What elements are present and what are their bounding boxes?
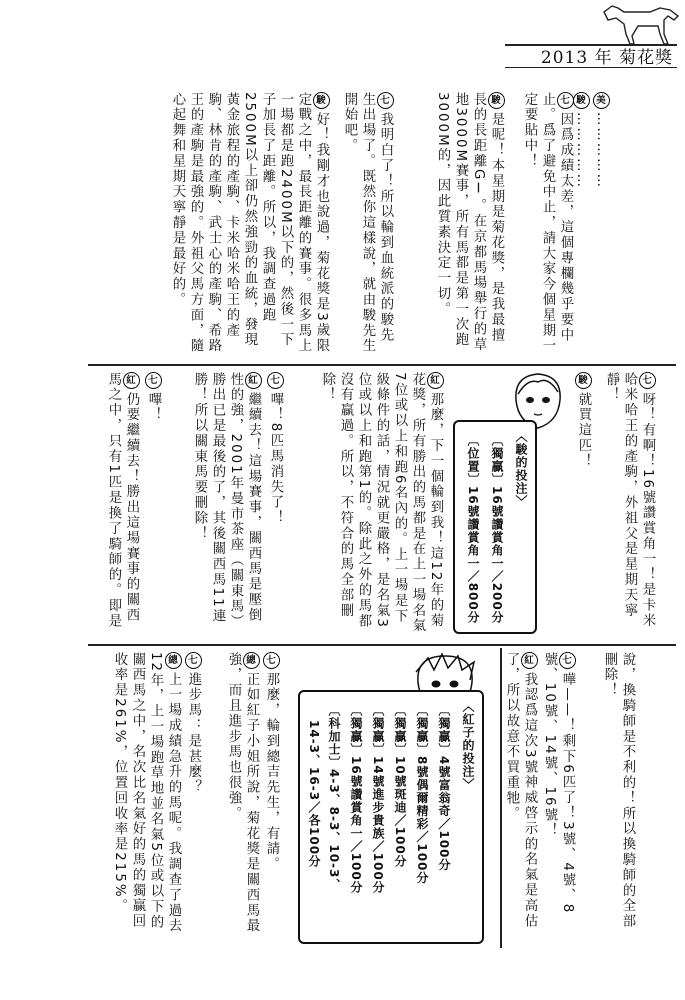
bet-line: 〔獨贏〕14號進步貴族／100分 — [371, 704, 385, 894]
section1-line: 駿是呢！本星期是菊花獎，是我最擅長的長距離GⅠ。在京都馬場舉行的草地3000M賽事，所有馬都是第一次跑3000M的，因此質素決定一切。 — [435, 92, 504, 353]
speaker-badge: 總 — [243, 652, 260, 669]
speaker-badge: 七 — [145, 372, 162, 389]
page-header — [505, 44, 677, 68]
speaker-badge: 七 — [639, 372, 656, 389]
bet-line: 14-3、16-3／各100分 — [307, 720, 321, 869]
divider-middle — [88, 644, 676, 646]
bet-line: 〔獨贏〕16號讚賞角一／100分 — [349, 704, 363, 894]
bet-box-title: 〈駿的投注〉 — [514, 430, 528, 508]
section2-line: 紅繼續去！這場賽事，關西馬是壓倒性的強，2001年曼市茶座（關東馬）勝出已是最後的了，其後關西馬11連勝！所以關東馬要刪除！ — [192, 372, 261, 630]
speaker-badge: 駿 — [313, 92, 330, 109]
speaker-badge: 七 — [185, 652, 202, 669]
section2-line: 駿就買這匹！ — [574, 372, 592, 492]
bet-line: 〔位置〕16號讚賞角一／800分 — [466, 434, 480, 624]
speaker-badge: 紅 — [245, 372, 262, 389]
section2-line: 七嗶！8匹馬消失了！ — [266, 372, 284, 637]
section1-line: 七因爲成績太差，這個專欄幾乎要中止。爲了避免中止，請大家今個星期一定要貼中！ — [522, 92, 573, 354]
speaker-badge: 美 — [593, 92, 610, 109]
bet-line: 〔獨贏〕10號斑迪／100分 — [393, 704, 407, 868]
section1-line: 七我明白了！所以輪到血統派的駿先生出場了。既然你這樣說，就由駿先生開始吧。 — [342, 92, 393, 354]
section2-line: 七嗶！ — [144, 372, 162, 492]
speaker-badge: 駿 — [488, 92, 505, 109]
speaker-badge: 七 — [559, 652, 576, 669]
divider-top — [88, 364, 676, 366]
section1-line: 駿好！我剛才也說過，菊花獎是3歲限定戰之中，最長距離的賽事。很多馬上一場都是跑2400M以下的，然後一下子加長了距離。所以，我調查過跑2500M以上卻仍然強勁的血統，發現黃金旅程的產駒、卡米哈米哈王的產駒、林肯的產駒、武士心的產駒、希路王的產駒是最強的。外祖父馬方面，隨心起舞和星期天寧靜是最好的。 — [170, 92, 329, 354]
speaker-badge: 紅 — [123, 372, 140, 389]
speaker-badge: 紅 — [521, 652, 538, 669]
bet-line: 〔獨贏〕16號讚賞角一／200分 — [490, 434, 504, 624]
section2-line: 紅仍要繼續去！勝出這場賽事的關西馬之中，只有1匹是換了騎師的。即是 — [106, 372, 139, 629]
bet-box-jun — [453, 420, 537, 634]
section3-line: 七嘩——！剩下6匹了！3號、4號、8號、10號、14號、16號！ — [542, 652, 575, 915]
speaker-badge: 七 — [377, 92, 394, 109]
speaker-badge: 紅 — [427, 372, 444, 389]
speaker-badge: 七 — [267, 372, 284, 389]
section3-line: 紅我認爲這次3號神威啓示的名氣是高估了，所以故意不買重牠。 — [504, 652, 537, 929]
bet-line: 〔獨贏〕8號偶爾精彩／100分 — [415, 704, 429, 885]
speaker-badge: 駿 — [573, 92, 590, 109]
header-title: 2013 年 菊花獎 — [540, 48, 673, 68]
bet-box-hongzi — [298, 690, 484, 944]
section3-line: 說，換騎師是不利的！所以換騎師的全部刪除！ — [602, 652, 635, 930]
section2-line: 七呀！有啊！16號讚賞角一！是卡米哈米哈王的產駒，外祖父是星期天寧靜！ — [604, 372, 655, 629]
bet-line: 〔科加士〕4-3、8-3、10-3、 — [327, 704, 341, 892]
bet-box-title: 〈紅子的投注〉 — [461, 700, 475, 791]
speaker-badge: 總 — [165, 652, 182, 669]
speaker-badge: 七 — [557, 92, 574, 109]
speaker-badge: 駿 — [575, 372, 592, 389]
bet-line: 〔獨贏〕4號富翁奇／100分 — [437, 704, 451, 872]
section2-line: 紅那麼，下一個輪到我！這12年的菊花獎，所有勝出的馬都是在上一場名氣7位或以上和跑6名內的。上一場是下級條件的話，情況就更嚴格，是名氣3位或以上和跑第1的。除此之外的馬都沒有贏過。所以，不符合的馬全部刪除！ — [320, 372, 443, 634]
section1-line: 駿…………… — [572, 92, 590, 357]
section3-line: 七那麼，輪到總吉先生，有請。 — [262, 652, 280, 937]
section3-line: 七進步馬：是甚麼？ — [184, 652, 202, 937]
speaker-badge: 七 — [263, 652, 280, 669]
horse-icon — [598, 2, 680, 46]
section3-line: 總正如紅子小姐所說，菊花獎是關西馬最強，而且進步馬也很強。 — [226, 652, 259, 934]
section1-line: 美…………… — [592, 92, 610, 357]
section3-line: 總上一場成績急升的馬呢。我調查了過去12年，上一場跑草地並名氣5位或以下的關西馬之中，名次比名氣好的馬的獨贏回收率是261%，位置回收率是215%。 — [112, 652, 181, 934]
